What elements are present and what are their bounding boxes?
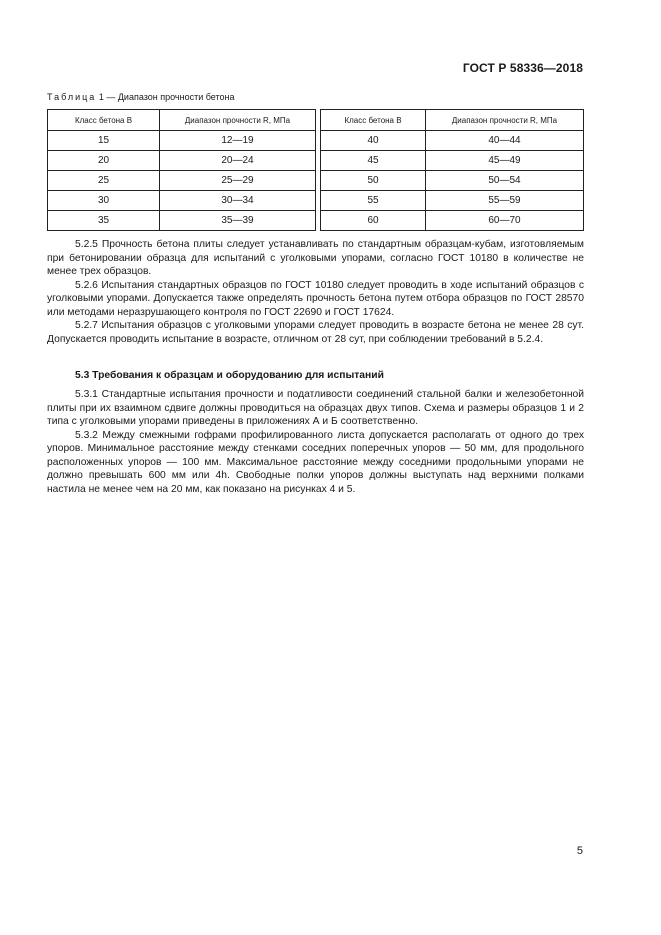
table-caption-label: Таблица xyxy=(47,92,97,102)
table-cell: 12—19 xyxy=(160,131,316,151)
paragraph-5-3-1: 5.3.1 Стандартные испытания прочности и податливости соединений стальной балки и железобетонной плиты при их взаимном сдвиге должны проводиться на образцах двух типов. Схема и размеры образцов 1 и 2 типа с уголковыми упорами приведены в приложениях А и Б соответственно. xyxy=(47,389,584,427)
table-cell: 55 xyxy=(321,191,426,211)
strength-table xyxy=(47,109,584,231)
table-cell: 35—39 xyxy=(160,211,316,231)
paragraph-5-2-7: 5.2.7 Испытания образцов с уголковыми упорами следует проводить в возрасте бетона не менее 28 сут. Допускается проводить испытание в возрасте, отличном от 28 сут, при соблюдении требований в 5.2.4. xyxy=(47,320,584,345)
table-cell: 35 xyxy=(48,211,160,231)
paragraph-5-2-5: 5.2.5 Прочность бетона плиты следует устанавливать по стандартным образцам-кубам, изготовляемым при бетонировании образца для испытаний с уголковыми упорами, согласно ГОСТ 10180 в количестве не менее трех образцов. xyxy=(47,239,584,277)
paragraph-5-3-2: 5.3.2 Между смежными гофрами профилированного листа допускается располагать от одного до трех упоров. Минимальное расстояние между стенками соседних поперечных упоров — 50 мм, для продольного расположенных упоров — 100 мм. Максимальное расстояние между соседними продольными упорами не должно превышать 600 мм или 4h. Свободные полки упоров должны выступать над верхними полками настила не менее чем на 20 мм, как показано на рисунках 4 и 5. xyxy=(47,429,584,495)
table-row xyxy=(48,191,584,211)
paragraph-5-2-6: 5.2.6 Испытания стандартных образцов по ГОСТ 10180 следует проводить в ходе испытаний образцов с уголковыми упорами. Допускается также определять прочность бетона путем отбора образцов по ГОСТ 28570 или методами неразрушающего контроля по ГОСТ 22690 и ГОСТ 17624. xyxy=(47,279,584,318)
table-row xyxy=(48,211,584,231)
table-cell: 30 xyxy=(48,191,160,211)
table-cell: 50—54 xyxy=(426,171,584,191)
table-caption-text: 1 — Диапазон прочности бетона xyxy=(98,92,235,102)
table-cell: 40 xyxy=(321,131,426,151)
table-row xyxy=(48,171,584,191)
section-5-2-text xyxy=(47,238,584,346)
table-cell: 15 xyxy=(48,131,160,151)
table-cell: 45 xyxy=(321,151,426,171)
document-code: ГОСТ Р 58336—2018 xyxy=(462,61,583,75)
header-range-left: Диапазон прочности R, МПа xyxy=(160,110,316,131)
table-cell: 30—34 xyxy=(160,191,316,211)
table-cell: 60—70 xyxy=(426,211,584,231)
section-heading-5-3: 5.3 Требования к образцам и оборудованию для испытаний xyxy=(75,370,384,381)
header-class-right: Класс бетона B xyxy=(321,110,426,131)
header-class-left: Класс бетона B xyxy=(48,110,160,131)
table-cell: 40—44 xyxy=(426,131,584,151)
section-5-3-text xyxy=(47,388,584,496)
header-range-right: Диапазон прочности R, МПа xyxy=(426,110,584,131)
table-cell: 60 xyxy=(321,211,426,231)
table-cell: 25—29 xyxy=(160,171,316,191)
table-header-row xyxy=(48,110,584,131)
page-number: 5 xyxy=(576,845,583,857)
table-row xyxy=(48,151,584,171)
table-cell: 20 xyxy=(48,151,160,171)
table-cell: 55—59 xyxy=(426,191,584,211)
table-cell: 45—49 xyxy=(426,151,584,171)
table-row xyxy=(48,131,584,151)
table-cell: 20—24 xyxy=(160,151,316,171)
table-caption xyxy=(47,92,235,102)
table-cell: 50 xyxy=(321,171,426,191)
table-cell: 25 xyxy=(48,171,160,191)
